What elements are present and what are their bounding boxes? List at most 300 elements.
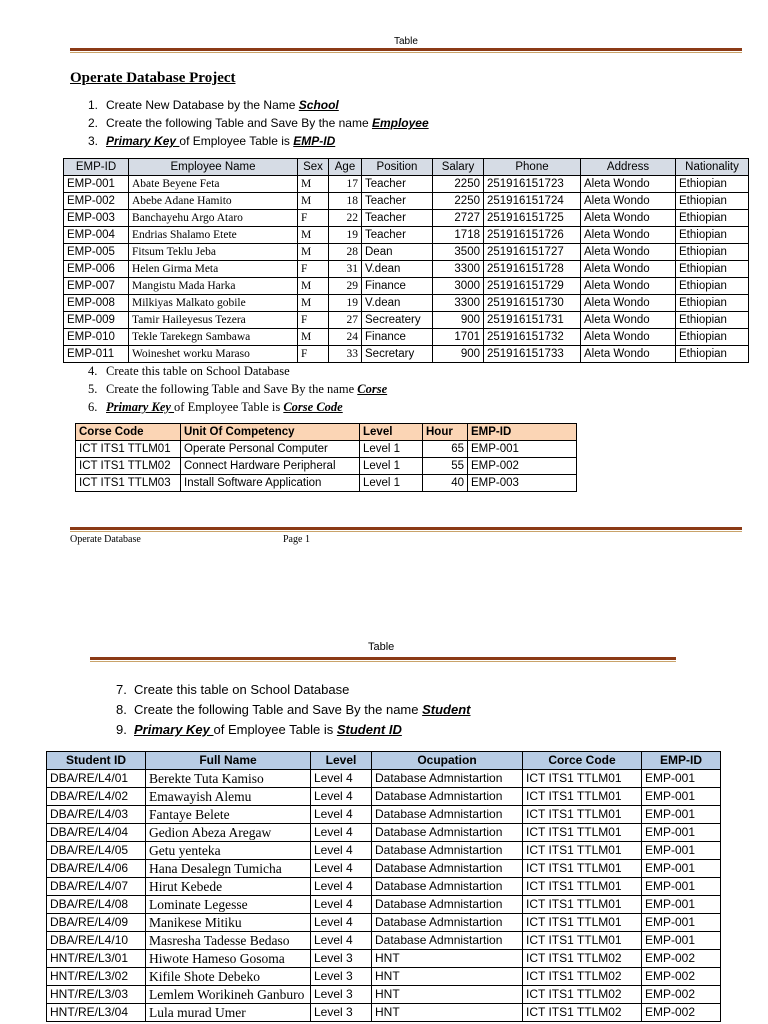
table-cell: Database Admnistartion xyxy=(372,770,523,788)
table-cell: EMP-001 xyxy=(642,824,721,842)
table-cell: Level 4 xyxy=(311,896,372,914)
step-keyword: Primary Key xyxy=(106,134,180,148)
table-cell: Aleta Wondo xyxy=(581,176,676,193)
table-cell: ICT ITS1 TTLM01 xyxy=(523,824,642,842)
table-cell: 251916151727 xyxy=(484,244,581,261)
column-header: Corce Code xyxy=(523,752,642,770)
table-cell: F xyxy=(298,210,329,227)
table-cell: Aleta Wondo xyxy=(581,261,676,278)
table-cell: EMP-003 xyxy=(64,210,129,227)
table-cell: EMP-001 xyxy=(642,860,721,878)
table-cell: 900 xyxy=(433,312,484,329)
table-cell: Ethiopian xyxy=(676,210,749,227)
step-keyword: Primary Key xyxy=(134,722,214,737)
table-cell: Level 1 xyxy=(360,475,423,492)
table-row xyxy=(47,878,721,896)
table-cell: Level 1 xyxy=(360,441,423,458)
table-cell: Tekle Tarekegn Sambawa xyxy=(129,329,298,346)
table-cell: Aleta Wondo xyxy=(581,278,676,295)
table-cell: Connect Hardware Peripheral xyxy=(181,458,360,475)
step-item xyxy=(88,114,429,132)
table-cell: V.dean xyxy=(362,295,433,312)
table-row xyxy=(47,1004,721,1022)
step-number: 7. xyxy=(116,682,127,697)
table-cell: 251916151733 xyxy=(484,346,581,363)
table-cell: Database Admnistartion xyxy=(372,842,523,860)
column-header: EMP-ID xyxy=(468,424,577,441)
table-cell: Database Admnistartion xyxy=(372,860,523,878)
table-cell: HNT xyxy=(372,1004,523,1022)
table-cell: M xyxy=(298,176,329,193)
table-cell: 55 xyxy=(423,458,468,475)
table-cell: EMP-006 xyxy=(64,261,129,278)
table-cell: Abate Beyene Feta xyxy=(129,176,298,193)
table-cell: Ethiopian xyxy=(676,176,749,193)
step-keyword: Primary Key xyxy=(106,400,175,414)
step-text: Create this table on School Database xyxy=(106,364,290,378)
table-cell: Teacher xyxy=(362,176,433,193)
table-cell: ICT ITS1 TTLM02 xyxy=(76,458,181,475)
table-cell: DBA/RE/L4/08 xyxy=(47,896,146,914)
table-cell: DBA/RE/L4/09 xyxy=(47,914,146,932)
table-cell: EMP-001 xyxy=(642,878,721,896)
table-cell: Dean xyxy=(362,244,433,261)
page1-header-rule-thin xyxy=(70,52,742,53)
table-cell: 3500 xyxy=(433,244,484,261)
table-row xyxy=(76,441,577,458)
table-cell: M xyxy=(298,193,329,210)
table-cell: Ethiopian xyxy=(676,193,749,210)
step-text: Create this table on School Database xyxy=(134,682,350,697)
table-cell: Secreatery xyxy=(362,312,433,329)
step-item xyxy=(88,132,429,150)
table-cell: 31 xyxy=(329,261,362,278)
student-table xyxy=(46,751,721,1022)
table-cell: F xyxy=(298,261,329,278)
footer-left: Operate Database xyxy=(70,534,141,545)
table-cell: EMP-001 xyxy=(642,788,721,806)
table-row xyxy=(47,770,721,788)
table-cell: EMP-004 xyxy=(64,227,129,244)
table-cell: EMP-008 xyxy=(64,295,129,312)
steps-list-a xyxy=(88,96,429,150)
table-cell: M xyxy=(298,227,329,244)
table-cell: 1718 xyxy=(433,227,484,244)
column-header: Phone xyxy=(484,159,581,176)
table-cell: M xyxy=(298,329,329,346)
table-cell: Operate Personal Computer xyxy=(181,441,360,458)
course-table xyxy=(75,423,577,492)
table-cell: Emawayish Alemu xyxy=(146,788,311,806)
table-cell: DBA/RE/L4/05 xyxy=(47,842,146,860)
table-cell: F xyxy=(298,346,329,363)
table-cell: Finance xyxy=(362,278,433,295)
step-item xyxy=(88,362,387,380)
table-cell: Ethiopian xyxy=(676,295,749,312)
step-number: 2. xyxy=(88,116,99,130)
table-cell: ICT ITS1 TTLM01 xyxy=(76,441,181,458)
step-text: Create New Database by the Name xyxy=(106,98,299,112)
table-cell: 251916151728 xyxy=(484,261,581,278)
table-cell: ICT ITS1 TTLM01 xyxy=(523,860,642,878)
column-header: EMP-ID xyxy=(642,752,721,770)
table-cell: 19 xyxy=(329,295,362,312)
table-cell: Hirut Kebede xyxy=(146,878,311,896)
table-cell: Ethiopian xyxy=(676,312,749,329)
column-header: Age xyxy=(329,159,362,176)
column-header: Employee Name xyxy=(129,159,298,176)
column-header: Position xyxy=(362,159,433,176)
table-cell: Gedion Abeza Aregaw xyxy=(146,824,311,842)
table-row xyxy=(47,950,721,968)
table-row xyxy=(47,860,721,878)
table-cell: 1701 xyxy=(433,329,484,346)
table-cell: Fantaye Belete xyxy=(146,806,311,824)
step-emphasis: Student ID xyxy=(336,722,402,737)
table-cell: EMP-002 xyxy=(642,1004,721,1022)
table-cell: 251916151730 xyxy=(484,295,581,312)
table-cell: EMP-011 xyxy=(64,346,129,363)
column-header: Salary xyxy=(433,159,484,176)
table-row xyxy=(47,788,721,806)
table-cell: Kifile Shote Debeko xyxy=(146,968,311,986)
table-cell: ICT ITS1 TTLM01 xyxy=(523,932,642,950)
table-cell: Milkiyas Malkato gobile xyxy=(129,295,298,312)
table-cell: Woineshet worku Maraso xyxy=(129,346,298,363)
table-cell: ICT ITS1 TTLM01 xyxy=(523,914,642,932)
table-cell: 900 xyxy=(433,346,484,363)
step-item xyxy=(88,380,387,398)
table-cell: Level 1 xyxy=(360,458,423,475)
table-cell: DBA/RE/L4/07 xyxy=(47,878,146,896)
table-cell: Level 3 xyxy=(311,968,372,986)
table-cell: EMP-001 xyxy=(642,932,721,950)
table-cell: Finance xyxy=(362,329,433,346)
table-cell: Ethiopian xyxy=(676,244,749,261)
column-header: Unit Of Competency xyxy=(181,424,360,441)
footer-page-number: Page 1 xyxy=(283,534,310,545)
table-cell: Ethiopian xyxy=(676,278,749,295)
table-cell: Ethiopian xyxy=(676,329,749,346)
table-cell: 28 xyxy=(329,244,362,261)
table-cell: 251916151725 xyxy=(484,210,581,227)
table-cell: ICT ITS1 TTLM01 xyxy=(523,788,642,806)
table-row xyxy=(76,458,577,475)
column-header: Full Name xyxy=(146,752,311,770)
table-cell: 24 xyxy=(329,329,362,346)
table-cell: Level 4 xyxy=(311,932,372,950)
table-row xyxy=(64,227,749,244)
table-cell: 2250 xyxy=(433,176,484,193)
table-cell: F xyxy=(298,312,329,329)
page-title: Operate Database Project xyxy=(70,70,236,86)
table-cell: 2727 xyxy=(433,210,484,227)
table-cell: Endrias Shalamo Etete xyxy=(129,227,298,244)
page2-header: Table xyxy=(368,641,395,653)
table-cell: Level 4 xyxy=(311,788,372,806)
steps-list-c xyxy=(116,680,471,740)
table-cell: Helen Girma Meta xyxy=(129,261,298,278)
table-cell: M xyxy=(298,295,329,312)
table-cell: Lula murad Umer xyxy=(146,1004,311,1022)
table-cell: Fitsum Teklu Jeba xyxy=(129,244,298,261)
table-cell: Level 3 xyxy=(311,986,372,1004)
step-number: 8. xyxy=(116,702,127,717)
table-cell: M xyxy=(298,278,329,295)
table-row xyxy=(64,346,749,363)
table-cell: V.dean xyxy=(362,261,433,278)
step-item xyxy=(116,700,471,720)
step-text: of Employee Table is xyxy=(179,134,294,148)
table-cell: ICT ITS1 TTLM02 xyxy=(523,968,642,986)
column-header: Corse Code xyxy=(76,424,181,441)
table-cell: M xyxy=(298,244,329,261)
table-cell: Database Admnistartion xyxy=(372,788,523,806)
table-cell: Level 3 xyxy=(311,950,372,968)
table-row xyxy=(64,210,749,227)
table-cell: Install Software Application xyxy=(181,475,360,492)
table-cell: 251916151726 xyxy=(484,227,581,244)
table-cell: ICT ITS1 TTLM02 xyxy=(523,1004,642,1022)
table-cell: Database Admnistartion xyxy=(372,896,523,914)
table-row xyxy=(47,932,721,950)
table-row xyxy=(64,244,749,261)
table-cell: Lominate Legesse xyxy=(146,896,311,914)
table-row xyxy=(76,475,577,492)
table-cell: Ethiopian xyxy=(676,346,749,363)
table-cell: Database Admnistartion xyxy=(372,806,523,824)
table-cell: 19 xyxy=(329,227,362,244)
table-cell: 3300 xyxy=(433,261,484,278)
table-cell: ICT ITS1 TTLM01 xyxy=(523,770,642,788)
step-number: 9. xyxy=(116,722,127,737)
steps-list-b xyxy=(88,362,387,416)
table-cell: DBA/RE/L4/03 xyxy=(47,806,146,824)
step-text: Create the following Table and Save By the name xyxy=(106,116,372,130)
column-header: Nationality xyxy=(676,159,749,176)
table-cell: 65 xyxy=(423,441,468,458)
table-cell: 251916151731 xyxy=(484,312,581,329)
column-header: Student ID xyxy=(47,752,146,770)
table-cell: EMP-001 xyxy=(64,176,129,193)
step-emphasis: EMP-ID xyxy=(293,134,336,148)
step-text: of Employee Table is xyxy=(174,400,284,414)
employee-table xyxy=(63,158,749,363)
table-cell: EMP-010 xyxy=(64,329,129,346)
table-cell: Database Admnistartion xyxy=(372,932,523,950)
step-item xyxy=(116,680,471,700)
table-cell: Teacher xyxy=(362,227,433,244)
table-cell: 251916151729 xyxy=(484,278,581,295)
table-cell: Level 4 xyxy=(311,878,372,896)
table-row xyxy=(64,176,749,193)
table-row xyxy=(47,842,721,860)
column-header: Sex xyxy=(298,159,329,176)
table-cell: EMP-001 xyxy=(468,441,577,458)
step-number: 3. xyxy=(88,134,99,148)
table-cell: Hiwote Hameso Gosoma xyxy=(146,950,311,968)
table-cell: 251916151732 xyxy=(484,329,581,346)
table-cell: Lemlem Worikineh Ganburo xyxy=(146,986,311,1004)
page1-header-rule xyxy=(70,48,742,51)
table-row xyxy=(47,824,721,842)
step-text: Create the following Table and Save By the name xyxy=(134,702,423,717)
step-emphasis: Corse xyxy=(357,382,388,396)
page1-header: Table xyxy=(394,36,418,47)
table-cell: Masresha Tadesse Bedaso xyxy=(146,932,311,950)
table-cell: DBA/RE/L4/06 xyxy=(47,860,146,878)
step-emphasis: Employee xyxy=(371,116,429,130)
table-cell: ICT ITS1 TTLM02 xyxy=(523,986,642,1004)
table-cell: HNT xyxy=(372,950,523,968)
table-cell: DBA/RE/L4/02 xyxy=(47,788,146,806)
table-cell: ICT ITS1 TTLM01 xyxy=(523,842,642,860)
table-cell: 3000 xyxy=(433,278,484,295)
table-cell: DBA/RE/L4/04 xyxy=(47,824,146,842)
table-cell: Manikese Mitiku xyxy=(146,914,311,932)
table-cell: 2250 xyxy=(433,193,484,210)
table-cell: 17 xyxy=(329,176,362,193)
table-cell: Berekte Tuta Kamiso xyxy=(146,770,311,788)
step-text: Create the following Table and Save By the name xyxy=(106,382,358,396)
table-cell: ICT ITS1 TTLM03 xyxy=(76,475,181,492)
table-cell: 22 xyxy=(329,210,362,227)
table-cell: 27 xyxy=(329,312,362,329)
table-cell: DBA/RE/L4/01 xyxy=(47,770,146,788)
column-header: Address xyxy=(581,159,676,176)
table-cell: 18 xyxy=(329,193,362,210)
table-cell: 40 xyxy=(423,475,468,492)
table-cell: 251916151724 xyxy=(484,193,581,210)
table-cell: ICT ITS1 TTLM01 xyxy=(523,896,642,914)
table-cell: Ethiopian xyxy=(676,261,749,278)
page2-header-rule-thin xyxy=(90,661,676,662)
table-cell: ICT ITS1 TTLM01 xyxy=(523,878,642,896)
table-cell: 29 xyxy=(329,278,362,295)
table-cell: EMP-002 xyxy=(468,458,577,475)
table-cell: EMP-001 xyxy=(642,914,721,932)
table-row xyxy=(47,914,721,932)
table-cell: Database Admnistartion xyxy=(372,914,523,932)
table-row xyxy=(64,329,749,346)
table-cell: Database Admnistartion xyxy=(372,824,523,842)
table-cell: Secretary xyxy=(362,346,433,363)
step-item xyxy=(88,398,387,416)
table-row xyxy=(47,986,721,1004)
table-cell: Level 4 xyxy=(311,824,372,842)
table-cell: Tamir Haileyesus Tezera xyxy=(129,312,298,329)
table-cell: EMP-001 xyxy=(642,842,721,860)
table-cell: 33 xyxy=(329,346,362,363)
table-cell: EMP-002 xyxy=(642,968,721,986)
column-header: Level xyxy=(360,424,423,441)
step-number: 4. xyxy=(88,364,98,378)
table-cell: Mangistu Mada Harka xyxy=(129,278,298,295)
table-cell: EMP-002 xyxy=(642,950,721,968)
table-cell: HNT xyxy=(372,968,523,986)
table-cell: ICT ITS1 TTLM02 xyxy=(523,950,642,968)
column-header: Ocupation xyxy=(372,752,523,770)
table-cell: EMP-009 xyxy=(64,312,129,329)
step-emphasis: Corse Code xyxy=(283,400,343,414)
table-cell: EMP-001 xyxy=(642,896,721,914)
table-cell: Abebe Adane Hamito xyxy=(129,193,298,210)
step-emphasis: Student xyxy=(422,702,471,717)
table-cell: Aleta Wondo xyxy=(581,193,676,210)
table-row xyxy=(64,295,749,312)
table-cell: Teacher xyxy=(362,193,433,210)
table-cell: Aleta Wondo xyxy=(581,346,676,363)
table-cell: HNT/RE/L3/03 xyxy=(47,986,146,1004)
table-cell: Hana Desalegn Tumicha xyxy=(146,860,311,878)
step-item xyxy=(88,96,429,114)
table-cell: Aleta Wondo xyxy=(581,244,676,261)
table-cell: Level 4 xyxy=(311,770,372,788)
table-row xyxy=(47,806,721,824)
table-cell: HNT xyxy=(372,986,523,1004)
page1-footer-rule-thin xyxy=(70,531,742,532)
table-cell: EMP-002 xyxy=(642,986,721,1004)
table-row xyxy=(64,312,749,329)
table-cell: Aleta Wondo xyxy=(581,227,676,244)
table-cell: Level 4 xyxy=(311,842,372,860)
step-number: 5. xyxy=(88,382,98,396)
table-cell: EMP-007 xyxy=(64,278,129,295)
step-number: 6. xyxy=(88,400,98,414)
table-cell: HNT/RE/L3/01 xyxy=(47,950,146,968)
table-cell: HNT/RE/L3/04 xyxy=(47,1004,146,1022)
table-cell: EMP-001 xyxy=(642,770,721,788)
table-cell: Aleta Wondo xyxy=(581,295,676,312)
table-row xyxy=(64,193,749,210)
table-cell: DBA/RE/L4/10 xyxy=(47,932,146,950)
column-header: Hour xyxy=(423,424,468,441)
step-item xyxy=(116,720,471,740)
table-cell: Getu yenteka xyxy=(146,842,311,860)
table-cell: Aleta Wondo xyxy=(581,329,676,346)
table-cell: HNT/RE/L3/02 xyxy=(47,968,146,986)
table-cell: Level 3 xyxy=(311,1004,372,1022)
step-number: 1. xyxy=(88,98,99,112)
table-row xyxy=(64,261,749,278)
step-text: of Employee Table is xyxy=(213,722,337,737)
table-cell: ICT ITS1 TTLM01 xyxy=(523,806,642,824)
table-cell: 3300 xyxy=(433,295,484,312)
step-emphasis: School xyxy=(298,98,339,112)
table-cell: Level 4 xyxy=(311,914,372,932)
page1-footer-rule xyxy=(70,527,742,530)
table-cell: Banchayehu Argo Ataro xyxy=(129,210,298,227)
table-row xyxy=(47,968,721,986)
table-cell: 251916151723 xyxy=(484,176,581,193)
table-row xyxy=(47,896,721,914)
table-cell: Level 4 xyxy=(311,860,372,878)
column-header: EMP-ID xyxy=(64,159,129,176)
table-cell: EMP-003 xyxy=(468,475,577,492)
table-cell: EMP-001 xyxy=(642,806,721,824)
table-cell: EMP-002 xyxy=(64,193,129,210)
table-cell: Teacher xyxy=(362,210,433,227)
column-header: Level xyxy=(311,752,372,770)
table-row xyxy=(64,278,749,295)
table-cell: Ethiopian xyxy=(676,227,749,244)
table-cell: Aleta Wondo xyxy=(581,210,676,227)
page2-header-rule xyxy=(90,657,676,660)
table-cell: EMP-005 xyxy=(64,244,129,261)
table-cell: Level 4 xyxy=(311,806,372,824)
table-cell: Database Admnistartion xyxy=(372,878,523,896)
table-cell: Aleta Wondo xyxy=(581,312,676,329)
